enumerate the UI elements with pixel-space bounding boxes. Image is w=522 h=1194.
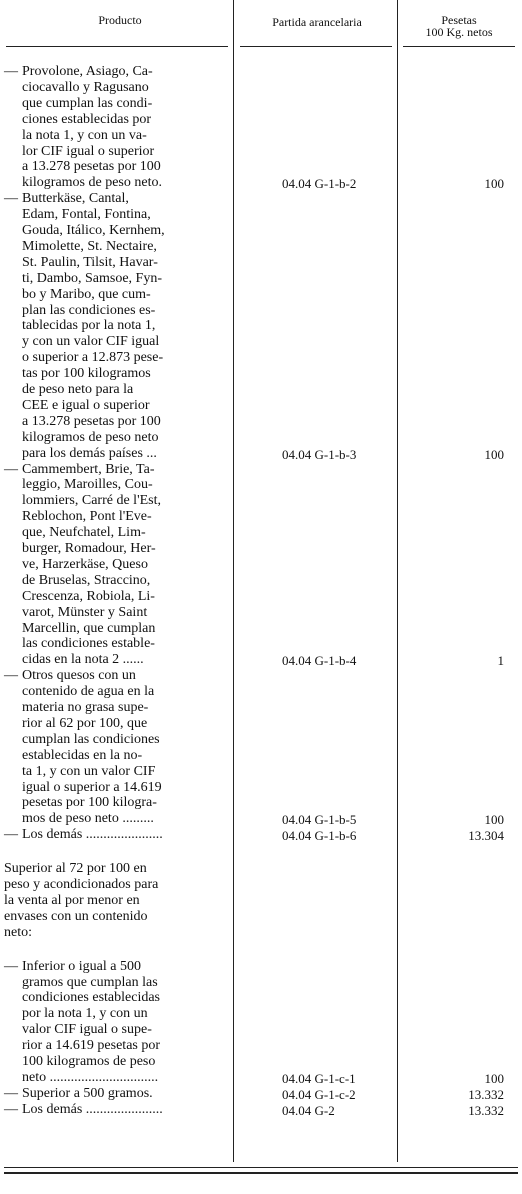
- header-pesetas-2: 100 Kg. netos: [425, 25, 493, 39]
- entry-value-0: 100: [484, 176, 504, 192]
- entry-line-2-0: Cammembert, Brie, Ta-: [22, 461, 155, 477]
- bottom-rule-2: [4, 1172, 518, 1174]
- entry2-line-0-2: condiciones establecidas: [22, 990, 161, 1006]
- entry-line-3-3: rior al 62 por 100, que: [22, 715, 148, 731]
- entry-code-0: 04.04 G-1-b-2: [282, 176, 357, 192]
- entry-line-2-3: Reblochon, Pont l'Eve-: [22, 509, 152, 525]
- header-pesetas-1: Pesetas: [441, 13, 477, 27]
- entry-line-3-7: igual o superior a 14.619: [22, 779, 162, 795]
- entry-value-2: 1: [497, 653, 504, 669]
- entry-code-1: 04.04 G-1-b-3: [282, 446, 357, 462]
- entry2-code-2: 04.04 G-2: [282, 1102, 335, 1118]
- entry-line-1-3: Mimolette, St. Nectaire,: [22, 238, 157, 254]
- entry-line-1-11: tas por 100 kilogramos: [22, 366, 151, 382]
- section-line-1: peso y acondicionados para: [4, 877, 159, 892]
- entry2-line-1-0: Superior a 500 gramos.: [22, 1085, 153, 1101]
- entry-line-2-1: leggio, Maroilles, Cou-: [22, 477, 153, 493]
- entry-line-1-7: plan las condiciones es-: [22, 302, 156, 318]
- entry-line-2-10: Marcellin, que cumplan: [22, 620, 156, 636]
- header-partida: Partida arancelaria: [272, 15, 362, 29]
- entry-line-2-7: de Bruselas, Straccino,: [22, 572, 151, 588]
- header-rule-left: [6, 46, 228, 47]
- entry-line-1-14: a 13.278 pesetas por 100: [22, 413, 161, 429]
- entry-line-3-0: Otros quesos con un: [22, 668, 136, 684]
- entry2-dash-1: —: [4, 1085, 18, 1101]
- entry-line-1-15: kilogramos de peso neto: [22, 429, 159, 445]
- entry-code-3: 04.04 G-1-b-5: [282, 812, 357, 828]
- entry-code-4: 04.04 G-1-b-6: [282, 828, 357, 844]
- entry-value-1: 100: [484, 446, 504, 462]
- entry2-line-0-3: por la nota 1, y con un: [22, 1006, 148, 1022]
- entry-line-2-11: las condiciones estable-: [22, 636, 155, 652]
- entry-line-3-6: ta 1, y con un valor CIF: [22, 763, 156, 779]
- entry-line-1-13: CEE e igual o superior: [22, 397, 150, 413]
- entry-line-0-7: kilogramos de peso neto.: [22, 175, 162, 191]
- section-line-3: envases con un contenido: [4, 908, 148, 924]
- entry2-code-0: 04.04 G-1-c-1: [282, 1070, 356, 1086]
- section-line-2: la venta al por menor en: [4, 892, 140, 908]
- entry-line-1-16: para los demás países ...: [22, 445, 157, 461]
- bottom-rule-1: [4, 1167, 518, 1168]
- entry-line-0-4: la nota 1, y con un va-: [22, 127, 147, 143]
- entry2-line-0-4: valor CIF igual o supe-: [22, 1022, 152, 1038]
- entry-line-0-3: ciones establecidas por: [22, 111, 152, 127]
- entry2-value-2: 13.332: [468, 1102, 504, 1118]
- entry2-line-0-5: rior a 14.619 pesetas por: [22, 1038, 161, 1054]
- entry-line-3-1: contenido de agua en la: [22, 684, 155, 700]
- entry-line-2-5: burger, Romadour, Her-: [22, 541, 156, 556]
- entry-line-1-5: ti, Dambo, Samsoe, Fyn-: [22, 270, 162, 286]
- entry-dash-4: —: [4, 827, 18, 843]
- entry-line-3-8: pesetas por 100 kilogra-: [22, 795, 157, 811]
- entry-line-1-2: Gouda, Itálico, Kernhem,: [22, 223, 165, 238]
- entry-dash-2: —: [4, 461, 18, 477]
- header-rule-right: [403, 46, 515, 47]
- entry-line-0-5: lor CIF igual o superior: [22, 143, 155, 159]
- entry2-dash-2: —: [4, 1101, 18, 1117]
- entry-line-1-9: y con un valor CIF igual: [22, 334, 160, 350]
- entry-value-4: 13.304: [468, 828, 504, 844]
- entry2-value-0: 100: [484, 1070, 504, 1086]
- entry-line-1-12: de peso neto para la: [22, 382, 134, 397]
- entry2-code-1: 04.04 G-1-c-2: [282, 1086, 356, 1102]
- entry2-line-2-0: Los demás ......................: [22, 1101, 163, 1117]
- entry-line-0-1: ciocavallo y Ragusano: [22, 79, 149, 95]
- entry-line-2-4: que, Neufchatel, Lim-: [22, 525, 146, 541]
- entry-line-1-8: tablecidas por la nota 1,: [22, 318, 156, 334]
- entry-line-4-0: Los demás ......................: [22, 827, 163, 843]
- entry-line-0-0: Provolone, Asiago, Ca-: [22, 64, 153, 79]
- column-divider-2: [397, 0, 398, 1162]
- entry2-line-0-6: 100 kilogramos de peso: [22, 1054, 156, 1069]
- section-line-4: neto:: [4, 924, 32, 940]
- entry-line-3-5: establecidas en la no-: [22, 747, 143, 763]
- header-producto: Producto: [98, 13, 142, 27]
- entry-dash-1: —: [4, 191, 18, 207]
- entry2-line-0-1: gramos que cumplan las: [22, 974, 158, 990]
- entry-line-1-1: Edam, Fontal, Fontina,: [22, 207, 151, 223]
- entry2-value-1: 13.332: [468, 1086, 504, 1102]
- entry-line-3-2: materia no grasa supe-: [22, 700, 149, 715]
- entry-dash-0: —: [4, 64, 18, 79]
- entry-line-1-0: Butterkäse, Cantal,: [22, 191, 129, 207]
- entry-line-0-6: a 13.278 pesetas por 100: [22, 159, 161, 175]
- entry-line-2-2: lommiers, Carré de l'Est,: [22, 493, 161, 509]
- column-divider-1: [233, 0, 234, 1162]
- entry2-line-0-7: neto ...............................: [22, 1069, 159, 1085]
- entry-line-2-8: Crescenza, Robiola, Li-: [22, 588, 155, 604]
- entry-line-2-12: cidas en la nota 2 ......: [22, 652, 144, 668]
- entry-line-3-4: cumplan las condiciones: [22, 731, 160, 747]
- entry-line-1-10: o superior a 12.873 pese-: [22, 350, 164, 366]
- entry2-line-0-0: Inferior o igual a 500: [22, 958, 141, 974]
- entry-code-2: 04.04 G-1-b-4: [282, 653, 357, 669]
- entry-value-3: 100: [484, 812, 504, 828]
- entry-line-1-6: bo y Maribo, que cum-: [22, 286, 151, 302]
- entry-dash-3: —: [4, 668, 18, 684]
- entry-line-0-2: que cumplan las condi-: [22, 95, 153, 111]
- entry-line-3-9: mos de peso neto .........: [22, 811, 154, 827]
- entry-line-2-6: ve, Harzerkäse, Queso: [22, 556, 148, 572]
- header-rule-mid: [240, 46, 392, 47]
- entry2-dash-0: —: [4, 958, 18, 974]
- section-line-0: Superior al 72 por 100 en: [4, 861, 147, 877]
- entry-line-2-9: varot, Münster y Saint: [22, 604, 148, 620]
- entry-line-1-4: St. Paulin, Tilsit, Havar-: [22, 254, 158, 270]
